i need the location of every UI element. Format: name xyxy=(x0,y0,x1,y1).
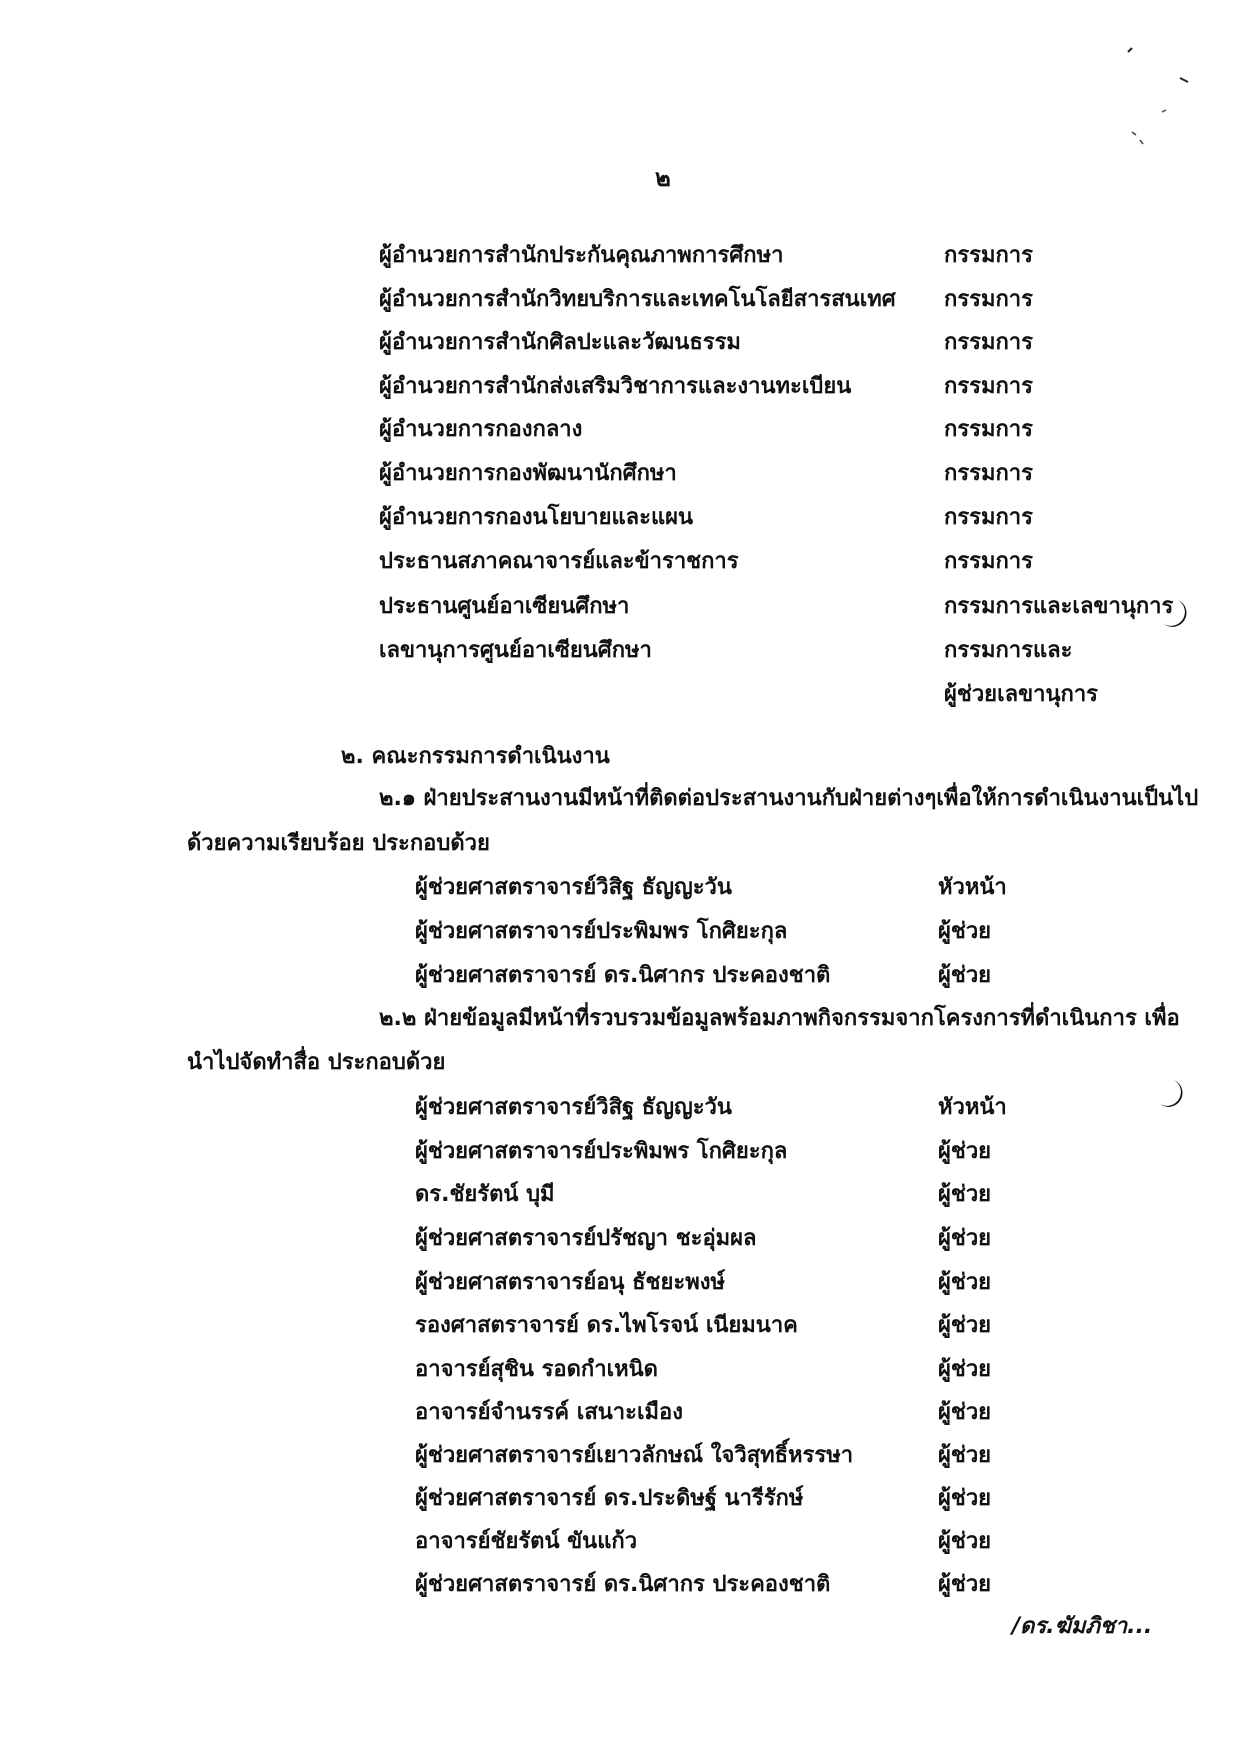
member-name: ผู้ช่วยศาสตราจารย์ประพิมพร โกศิยะกุล xyxy=(415,919,788,944)
member-name: ผู้ช่วยศาสตราจารย์วิสิฐ ธัญญะวัน xyxy=(415,875,732,900)
committee-role: กรรมการ xyxy=(944,461,1033,486)
committee-name: ประธานสภาคณาจารย์และข้าราชการ xyxy=(379,549,739,574)
subsection-intro: ๒.๑ ฝ่ายประสานงานมีหน้าที่ติดต่อประสานงานกับฝ่ายต่างๆเพื่อให้การดำเนินงานเป็นไป xyxy=(379,786,1199,811)
member-role: ผู้ช่วย xyxy=(938,919,992,944)
punch-mark-icon xyxy=(1160,598,1192,630)
subsection-intro: ๒.๒ ฝ่ายข้อมูลมีหน้าที่รวบรวมข้อมูลพร้อมภาพกิจกรรมจากโครงการที่ดำเนินการ เพื่อ xyxy=(379,1006,1180,1031)
member-role: ผู้ช่วย xyxy=(938,1443,992,1468)
member-role: ผู้ช่วย xyxy=(938,1182,992,1207)
subsection-intro-cont: ด้วยความเรียบร้อย ประกอบด้วย xyxy=(187,831,490,856)
page-number: ๒ xyxy=(655,164,671,192)
subsection-intro-cont: นำไปจัดทำสื่อ ประกอบด้วย xyxy=(187,1050,446,1075)
member-role: ผู้ช่วย xyxy=(938,963,992,988)
member-name: ผู้ช่วยศาสตราจารย์ ดร.นิศากร ประคองชาติ xyxy=(415,963,831,988)
member-name: อาจารย์ชัยรัตน์ ขันแก้ว xyxy=(415,1529,638,1554)
member-name: ดร.ชัยรัตน์ บุมี xyxy=(415,1182,555,1207)
member-role: ผู้ช่วย xyxy=(938,1270,992,1295)
committee-name: ประธานศูนย์อาเซียนศึกษา xyxy=(379,594,630,619)
committee-role: กรรมการ xyxy=(944,374,1033,399)
committee-name: ผู้อำนวยการกองพัฒนานักศึกษา xyxy=(379,461,677,486)
member-name: ผู้ช่วยศาสตราจารย์ ดร.นิศากร ประคองชาติ xyxy=(415,1572,831,1597)
committee-role: กรรมการ xyxy=(944,417,1033,442)
committee-role: กรรมการและ xyxy=(944,638,1073,663)
member-name: อาจารย์สุชิน รอดกำเหนิด xyxy=(415,1357,658,1382)
member-name: ผู้ช่วยศาสตราจารย์ปรัชญา ชะอุ่มผล xyxy=(415,1226,757,1251)
member-name: ผู้ช่วยศาสตราจารย์ประพิมพร โกศิยะกุล xyxy=(415,1139,788,1164)
committee-name: ผู้อำนวยการสำนักส่งเสริมวิชาการและงานทะเบียน xyxy=(379,374,852,399)
member-role: ผู้ช่วย xyxy=(938,1529,992,1554)
member-name: ผู้ช่วยศาสตราจารย์อนุ ธัชยะพงษ์ xyxy=(415,1270,725,1295)
committee-name: ผู้อำนวยการกองกลาง xyxy=(379,417,583,442)
member-name: อาจารย์จำนรรค์ เสนาะเมือง xyxy=(415,1400,683,1425)
member-role: ผู้ช่วย xyxy=(938,1313,992,1338)
committee-role: กรรมการ xyxy=(944,287,1033,312)
committee-role: กรรมการ xyxy=(944,549,1033,574)
committee-role: กรรมการ xyxy=(944,330,1033,355)
committee-role: กรรมการและเลขานุการ xyxy=(944,594,1174,619)
member-name: ผู้ช่วยศาสตราจารย์เยาวลักษณ์ ใจวิสุทธิ์หรรษา xyxy=(415,1443,854,1468)
member-role: ผู้ช่วย xyxy=(938,1357,992,1382)
punch-mark-icon xyxy=(1156,1078,1188,1110)
committee-name: เลขานุการศูนย์อาเซียนศึกษา xyxy=(379,638,652,663)
scan-specks xyxy=(1120,40,1200,150)
committee-name: ผู้อำนวยการสำนักศิลปะและวัฒนธรรม xyxy=(379,330,741,355)
member-name: รองศาสตราจารย์ ดร.ไพโรจน์ เนียมนาค xyxy=(415,1313,798,1338)
committee-role: กรรมการ xyxy=(944,505,1033,530)
member-role: ผู้ช่วย xyxy=(938,1226,992,1251)
member-name: ผู้ช่วยศาสตราจารย์วิสิฐ ธัญญะวัน xyxy=(415,1095,732,1120)
member-role: หัวหน้า xyxy=(938,1095,1007,1120)
committee-name: ผู้อำนวยการกองนโยบายและแผน xyxy=(379,505,694,530)
member-role: ผู้ช่วย xyxy=(938,1400,992,1425)
member-name: ผู้ช่วยศาสตราจารย์ ดร.ประดิษฐ์ นารีรักษ์ xyxy=(415,1486,804,1511)
member-role: ผู้ช่วย xyxy=(938,1139,992,1164)
member-role: ผู้ช่วย xyxy=(938,1486,992,1511)
committee-name: ผู้อำนวยการสำนักวิทยบริการและเทคโนโลยีสารสนเทศ xyxy=(379,287,896,312)
section-heading: ๒. คณะกรรมการดำเนินงาน xyxy=(341,744,610,769)
committee-role-line2: ผู้ช่วยเลขานุการ xyxy=(944,682,1098,707)
member-role: หัวหน้า xyxy=(938,875,1007,900)
committee-name: ผู้อำนวยการสำนักประกันคุณภาพการศึกษา xyxy=(379,243,784,268)
continuation-text: /ดร.ฆัมภิชา... xyxy=(1012,1614,1153,1639)
committee-role: กรรมการ xyxy=(944,243,1033,268)
member-role: ผู้ช่วย xyxy=(938,1572,992,1597)
